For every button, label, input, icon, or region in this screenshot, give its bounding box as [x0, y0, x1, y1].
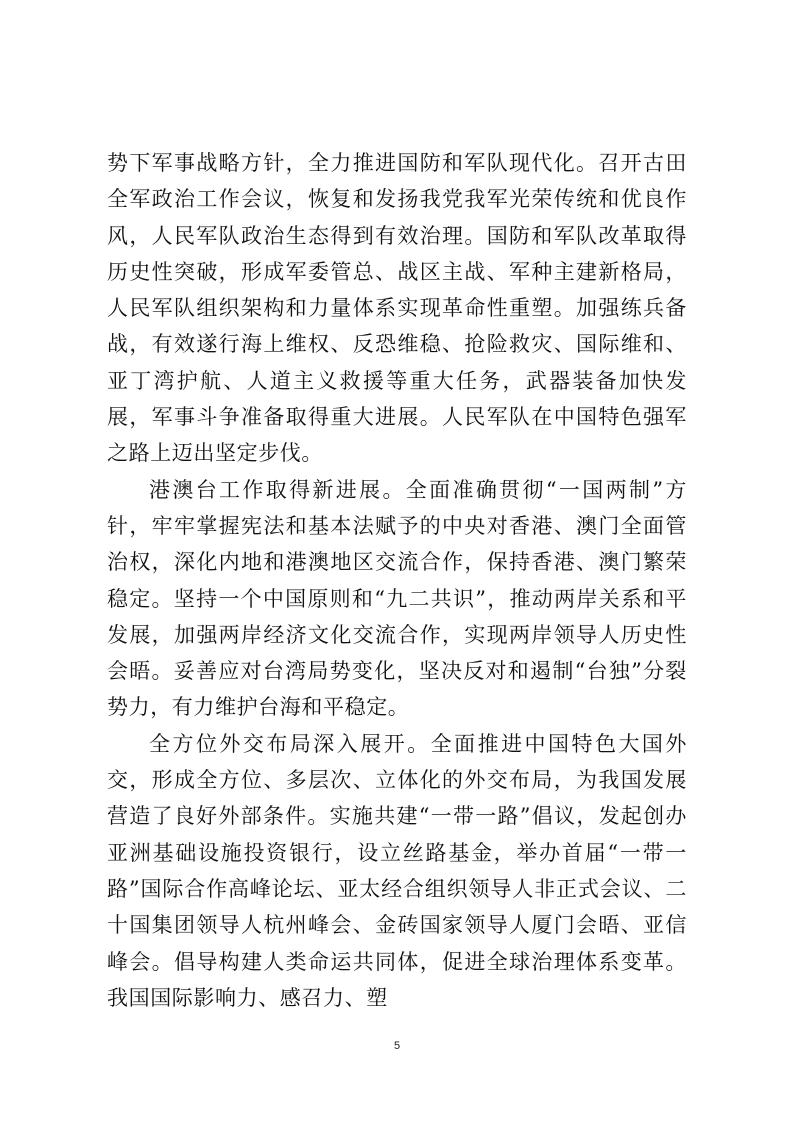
- paragraph-military: 势下军事战略方针，全力推进国防和军队现代化。召开古田全军政治工作会议，恢复和发扬我党我军光荣传统和优良作风，人民军队政治生态得到有效治理。国防和军队改革取得历史性突破，形成军委管总、战区主战、军种主建新格局，人民军队组织架构和力量体系实现革命性重塑。加强练兵备战，有效遂行海上维权、反恐维稳、抢险救灾、国际维和、亚丁湾护航、人道主义救援等重大任务，武器装备加快发展，军事斗争准备取得重大进展。人民军队在中国特色强军之路上迈出坚定步伐。: [107, 151, 687, 466]
- paragraph-hk-macao-taiwan: 港澳台工作取得新进展。全面准确贯彻“一国两制”方针，牢牢掌握宪法和基本法赋予的中央对香港、澳门全面管治权，深化内地和港澳地区交流合作，保持香港、澳门繁荣稳定。坚持一个中国原则和“九二共识”，推动两岸关系和平发展，加强两岸经济文化交流合作，实现两岸领导人历史性会晤。妥善应对台湾局势变化，坚决反对和遏制“台独”分裂势力，有力维护台海和平稳定。: [107, 477, 687, 720]
- paragraph-diplomacy: 全方位外交布局深入展开。全面推进中国特色大国外交，形成全方位、多层次、立体化的外交布局，为我国发展营造了良好外部条件。实施共建“一带一路”倡议，发起创办亚洲基础设施投资银行，设立丝路基金，举办首届“一带一路”国际合作高峰论坛、亚太经合组织领导人非正式会议、二十国集团领导人杭州峰会、金砖国家领导人厦门会晤、亚信峰会。倡导构建人类命运共同体，促进全球治理体系变革。我国国际影响力、感召力、塑: [107, 731, 687, 1010]
- page-number: 5: [393, 1040, 401, 1052]
- body-text: [107, 145, 687, 1016]
